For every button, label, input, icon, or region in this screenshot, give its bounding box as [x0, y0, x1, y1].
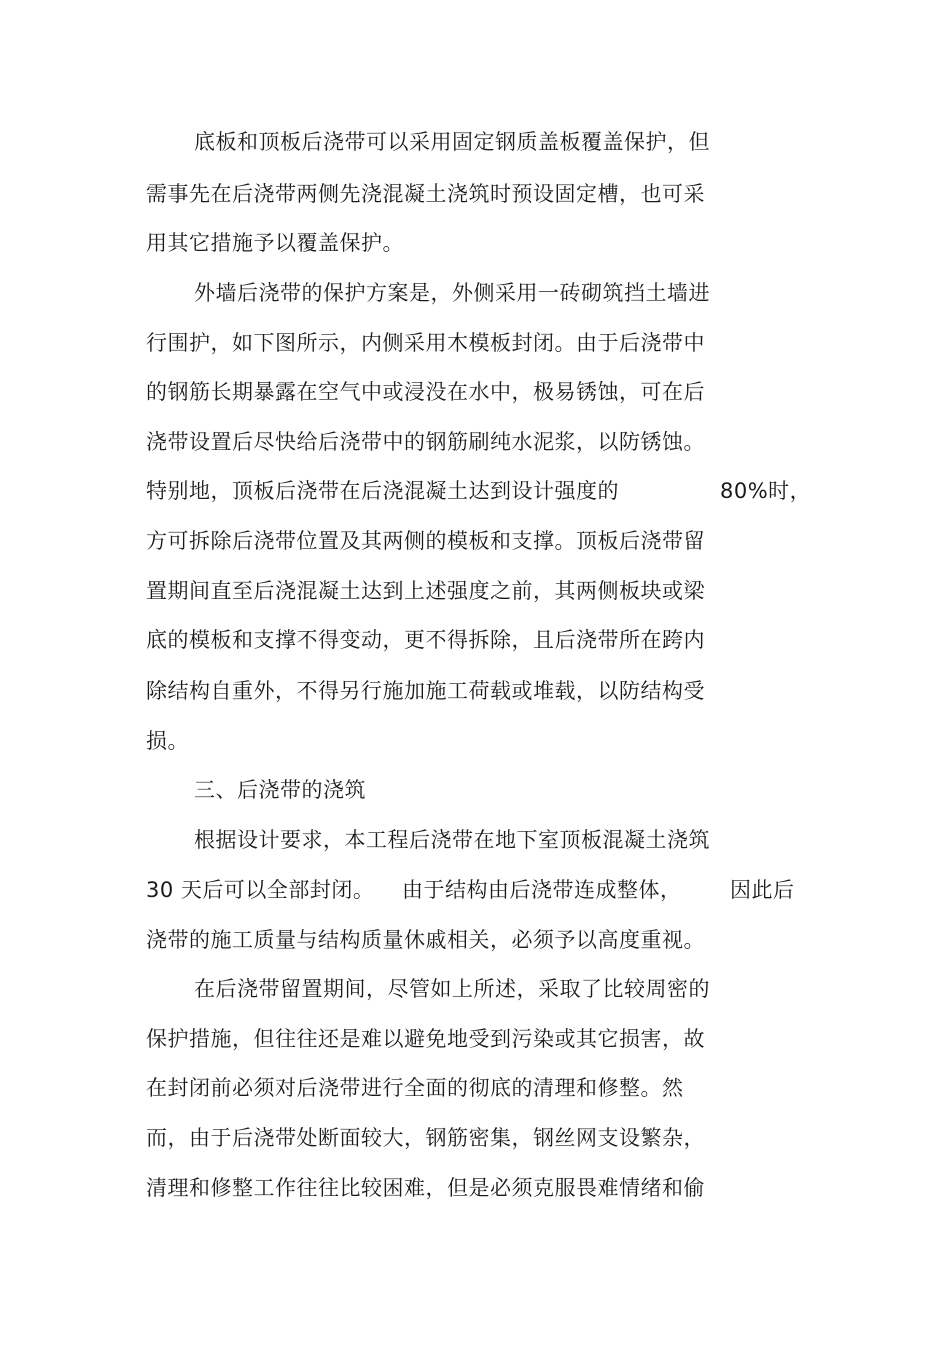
text-line-4: 外墙后浇带的保护方案是，外侧采用一砖砌筑挡土墙进	[194, 281, 710, 305]
text-line-11: 底的模板和支撑不得变动，更不得拆除，且后浇带所在跨内	[146, 628, 705, 652]
text-line-10: 置期间直至后浇混凝土达到上述强度之前，其两侧板块或梁	[146, 579, 705, 603]
text-line-20: 而，由于后浇带处断面较大，钢筋密集，钢丝网支设繁杂，	[146, 1126, 705, 1150]
text-line-8	[146, 477, 846, 505]
text-line-8-part-1: 特别地，顶板后浇带在后浇混凝土达到设计强度的	[146, 479, 619, 503]
text-line-7: 浇带设置后尽快给后浇带中的钢筋刷纯水泥浆，以防锈蚀。	[146, 430, 705, 454]
text-line-15	[146, 876, 806, 904]
text-line-12: 除结构自重外，不得另行施加施工荷载或堆载，以防结构受	[146, 679, 705, 703]
text-line-13: 损。	[146, 729, 189, 753]
text-line-16: 浇带的施工质量与结构质量休戚相关，必须予以高度重视。	[146, 928, 705, 952]
text-line-19: 在封闭前必须对后浇带进行全面的彻底的清理和修整。然	[146, 1076, 684, 1100]
text-line-15-part-2: 由于结构由后浇带连成整体，	[402, 878, 682, 902]
text-line-17: 在后浇带留置期间，尽管如上所述，采取了比较周密的	[194, 977, 710, 1001]
text-line-18: 保护措施，但往往还是难以避免地受到污染或其它损害，故	[146, 1027, 705, 1051]
text-line-21: 清理和修整工作往往比较困难，但是必须克服畏难情绪和偷	[146, 1176, 705, 1200]
text-line-6: 的钢筋长期暴露在空气中或浸没在水中，极易锈蚀，可在后	[146, 380, 705, 404]
text-line-5: 行围护，如下图所示，内侧采用木模板封闭。由于后浇带中	[146, 331, 705, 355]
text-line-9: 方可拆除后浇带位置及其两侧的模板和支撑。顶板后浇带留	[146, 529, 705, 553]
section-heading: 三、后浇带的浇筑	[194, 778, 366, 802]
text-line-3: 用其它措施予以覆盖保护。	[146, 231, 404, 255]
text-line-1: 底板和顶板后浇带可以采用固定钢质盖板覆盖保护，但	[194, 130, 710, 154]
text-line-15-part-3: 因此后	[730, 878, 795, 902]
text-line-2: 需事先在后浇带两侧先浇混凝土浇筑时预设固定槽，也可采	[146, 182, 705, 206]
text-line-15-part-1: 30 天后可以全部封闭。	[146, 878, 375, 902]
text-line-8-part-2: 80%时，	[720, 479, 812, 503]
text-line-14: 根据设计要求，本工程后浇带在地下室顶板混凝土浇筑	[194, 828, 710, 852]
